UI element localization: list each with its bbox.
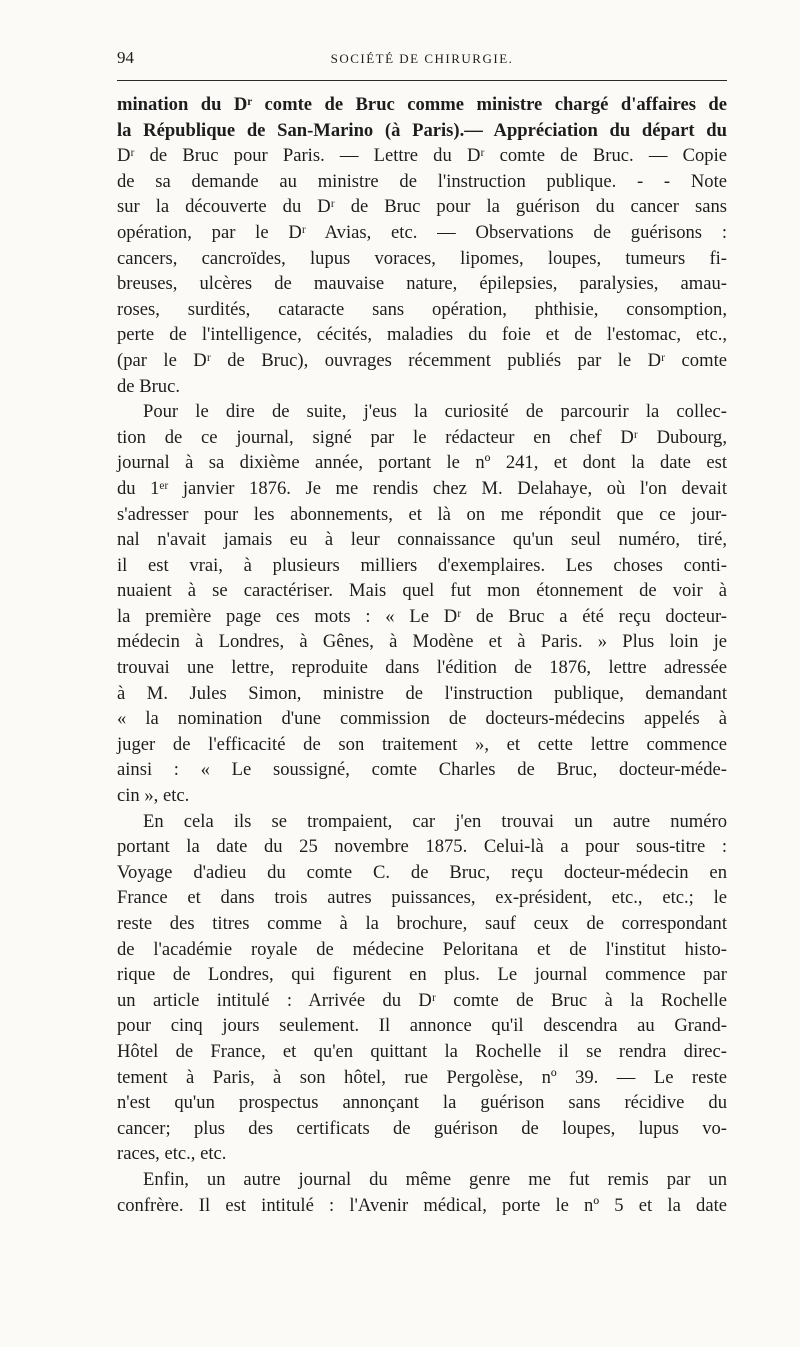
page-number: 94 <box>117 48 134 67</box>
text-line: En cela ils se trompaient, car j'en trouvai un autre numéro <box>143 810 727 832</box>
text-line: Voyage d'adieu du comte C. de Bruc, reçu docteur-médecin en <box>117 861 727 883</box>
text-line: de sa demande au ministre de l'instruction publique. - - Note <box>117 170 727 192</box>
text-line: pour cinq jours seulement. Il annonce qu'il descendra au Grand- <box>117 1015 727 1037</box>
text-line: mination du Dʳ comte de Bruc comme ministre chargé d'affaires de <box>117 94 727 115</box>
text-line: nal n'avait jamais eu à leur connaissance qu'un seul numéro, tiré, <box>117 529 727 551</box>
text-line: n'est qu'un prospectus annonçant la guérison sans récidive du <box>117 1092 727 1114</box>
text-line: breuses, ulcères de mauvaise nature, épilepsies, paralysies, amau- <box>117 273 727 295</box>
text-line: de l'académie royale de médecine Peloritana et de l'institut histo- <box>117 938 727 960</box>
text-line: perte de l'intelligence, cécités, maladies du foie et de l'estomac, etc., <box>117 324 727 346</box>
text-line: la première page ces mots : « Le Dʳ de Bruc a été reçu docteur- <box>117 605 727 627</box>
text-line: rique de Londres, qui figurent en plus. Le journal commence par <box>117 964 727 986</box>
page-header <box>117 48 727 74</box>
text-line: Pour le dire de suite, j'eus la curiosité de parcourir la collec- <box>143 401 727 423</box>
text-line: portant la date du 25 novembre 1875. Celui-là a pour sous-titre : <box>117 836 727 858</box>
body-text <box>117 92 727 1218</box>
text-line: roses, surdités, cataracte sans opération, phthisie, consomption, <box>117 298 727 320</box>
text-line: juger de l'efficacité de son traitement », et cette lettre commence <box>117 733 727 755</box>
text-line: Hôtel de France, et qu'en quittant la Rochelle il se rendra direc- <box>117 1040 727 1062</box>
text-line: journal à sa dixième année, portant le nº 241, et dont la date est <box>117 452 727 474</box>
text-line: reste des titres comme à la brochure, sauf ceux de correspondant <box>117 913 727 934</box>
text-line: France et dans trois autres puissances, ex-président, etc., etc.; le <box>117 887 727 909</box>
text-line: nuaient à se caractériser. Mais quel fut mon étonnement de voir à <box>117 580 727 602</box>
text-line: ainsi : « Le soussigné, comte Charles de Bruc, docteur-méde- <box>117 759 727 781</box>
text-line: sur la découverte du Dʳ de Bruc pour la guérison du cancer sans <box>117 196 727 218</box>
text-line: « la nomination d'une commission de docteurs-médecins appelés à <box>117 708 727 730</box>
text-line: un article intitulé : Arrivée du Dʳ comte de Bruc à la Rochelle <box>117 989 727 1011</box>
text-line: Dʳ de Bruc pour Paris. — Lettre du Dʳ comte de Bruc. — Copie <box>117 145 727 167</box>
text-line: opération, par le Dʳ Avias, etc. — Observations de guérisons : <box>117 221 727 243</box>
text-line: la République de San-Marino (à Paris).— Appréciation du départ du <box>117 119 727 141</box>
text-line: (par le Dʳ de Bruc), ouvrages récemment publiés par le Dʳ comte <box>117 349 727 371</box>
text-line: médecin à Londres, à Gênes, à Modène et à Paris. » Plus loin je <box>117 631 727 653</box>
text-line: races, etc., etc. <box>117 1143 227 1165</box>
text-line: s'adresser pour les abonnements, et là on me répondit que ce jour- <box>117 503 727 525</box>
text-line: tion de ce journal, signé par le rédacteur en chef Dʳ Dubourg, <box>117 426 727 448</box>
text-line: à M. Jules Simon, ministre de l'instruction publique, demandant <box>117 682 727 704</box>
text-line: confrère. Il est intitulé : l'Avenir médical, porte le nº 5 et la date <box>117 1194 727 1216</box>
text-line: cin », etc. <box>117 785 190 807</box>
text-line: il est vrai, à plusieurs milliers d'exemplaires. Les choses conti- <box>117 554 727 576</box>
text-line: de Bruc. <box>117 375 180 397</box>
header-rule <box>117 80 727 81</box>
text-line: tement à Paris, à son hôtel, rue Pergolèse, nº 39. — Le reste <box>117 1066 727 1088</box>
text-line: du 1ᵉʳ janvier 1876. Je me rendis chez M. Delahaye, où l'on devait <box>117 477 727 499</box>
text-line: cancer; plus des certificats de guérison de loupes, lupus vo- <box>117 1117 727 1139</box>
text-line: trouvai une lettre, reproduite dans l'édition de 1876, lettre adressée <box>117 657 727 679</box>
running-head: SOCIÉTÉ DE CHIRURGIE. <box>330 51 514 66</box>
text-line: cancers, cancroïdes, lupus voraces, lipomes, loupes, tumeurs fi- <box>117 247 727 269</box>
text-line: Enfin, un autre journal du même genre me fut remis par un <box>143 1168 727 1190</box>
